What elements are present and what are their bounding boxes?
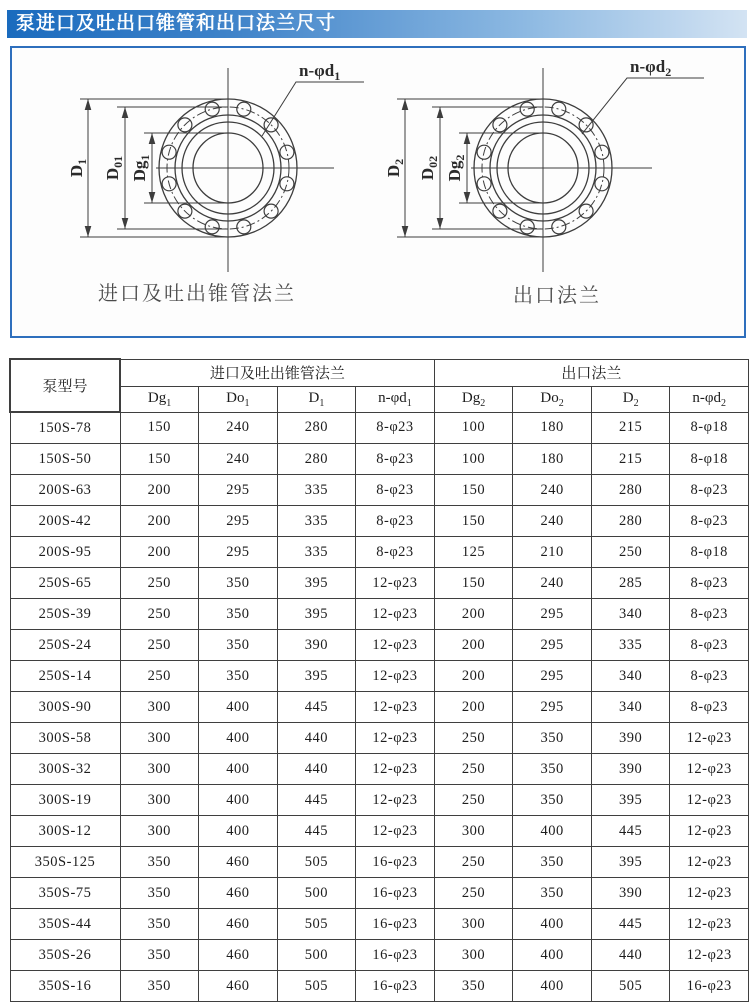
dimension-cell: 350	[513, 878, 592, 909]
table-row	[10, 785, 749, 816]
column-header-n-d2: $n-\varphi d_2$	[670, 386, 749, 412]
dimension-cell: 150	[120, 444, 199, 475]
dimension-cell: 390	[591, 754, 670, 785]
dimension-cell: 335	[277, 506, 356, 537]
dimension-cell: 340	[591, 692, 670, 723]
dimension-cell: 350	[434, 971, 513, 1002]
page-title	[7, 10, 747, 38]
dimension-cell: 180	[513, 412, 592, 444]
bolt-count-label-left: $n-\varphi d_1$	[299, 61, 341, 83]
dimension-cell: 460	[199, 847, 278, 878]
dimension-cell: 12-φ23	[670, 909, 749, 940]
pump-model-cell: 350S-75	[10, 878, 120, 909]
bolt-hole	[595, 177, 609, 191]
dimension-cell: 12-φ23	[356, 754, 435, 785]
dimension-cell: 250	[120, 630, 199, 661]
dimension-cell: 460	[199, 940, 278, 971]
dimension-cell: 505	[277, 847, 356, 878]
dimension-cell: 350	[199, 661, 278, 692]
dimension-cell: 8-φ23	[356, 412, 435, 444]
dimension-cell: 240	[513, 506, 592, 537]
dimension-cell: 440	[591, 940, 670, 971]
dimension-cell: 250	[120, 661, 199, 692]
dimension-cell: 285	[591, 568, 670, 599]
dimension-cell: 395	[591, 847, 670, 878]
dimension-cell: 200	[434, 692, 513, 723]
dimension-cell: 16-φ23	[356, 909, 435, 940]
dimension-cell: 200	[434, 599, 513, 630]
dimension-cell: 300	[434, 940, 513, 971]
dimension-cell: 12-φ23	[356, 630, 435, 661]
dimension-cell: 250	[591, 537, 670, 568]
dimension-cell: 350	[513, 754, 592, 785]
dimension-cell: 8-φ23	[356, 537, 435, 568]
dimension-cell: 8-φ18	[670, 444, 749, 475]
dimension-cell: 200	[120, 475, 199, 506]
dimension-cell: 350	[513, 785, 592, 816]
dimension-cell: 340	[591, 599, 670, 630]
dimension-cell: 350	[513, 847, 592, 878]
pump-model-cell: 250S-39	[10, 599, 120, 630]
dimension-cell: 445	[591, 909, 670, 940]
pump-model-cell: 300S-58	[10, 723, 120, 754]
dimension-cell: 125	[434, 537, 513, 568]
bolt-hole	[280, 177, 294, 191]
dimension-cell: 12-φ23	[356, 692, 435, 723]
dimension-cell: 295	[513, 661, 592, 692]
table-row	[10, 537, 749, 568]
bolt-hole	[237, 220, 251, 234]
table-row	[10, 630, 749, 661]
bolt-hole	[205, 220, 219, 234]
table-row	[10, 412, 749, 444]
pump-model-cell: 250S-14	[10, 661, 120, 692]
pump-model-cell: 200S-63	[10, 475, 120, 506]
dim-label-D2: $D_2$	[384, 158, 406, 178]
dimension-cell: 280	[591, 475, 670, 506]
pump-model-cell: 300S-32	[10, 754, 120, 785]
bolt-hole	[579, 118, 593, 132]
dimension-cell: 12-φ23	[670, 847, 749, 878]
dimension-cell: 440	[277, 723, 356, 754]
dimension-cell: 16-φ23	[670, 971, 749, 1002]
dimension-cell: 180	[513, 444, 592, 475]
pump-model-cell: 300S-90	[10, 692, 120, 723]
dimension-cell: 16-φ23	[356, 940, 435, 971]
dimension-cell: 440	[277, 754, 356, 785]
dimension-cell: 295	[513, 692, 592, 723]
pump-model-cell: 200S-42	[10, 506, 120, 537]
bolt-hole	[280, 145, 294, 159]
table-row	[10, 661, 749, 692]
dimension-cell: 100	[434, 444, 513, 475]
dimension-cell: 350	[120, 878, 199, 909]
dimension-cell: 250	[434, 847, 513, 878]
dimension-cell: 215	[591, 412, 670, 444]
column-header-Dg2: $Dg_2$	[434, 386, 513, 412]
dimension-cell: 400	[199, 785, 278, 816]
table-row	[10, 599, 749, 630]
dimension-cell: 395	[277, 661, 356, 692]
bolt-count-label-right: $n-\varphi d_2$	[630, 57, 672, 79]
dimension-cell: 390	[591, 878, 670, 909]
dimension-cell: 335	[591, 630, 670, 661]
dimension-cell: 250	[434, 785, 513, 816]
dimension-cell: 280	[277, 412, 356, 444]
table-row	[10, 878, 749, 909]
dimension-cell: 445	[591, 816, 670, 847]
dimension-cell: 390	[591, 723, 670, 754]
table-row	[10, 847, 749, 878]
dimension-cell: 8-φ23	[670, 506, 749, 537]
dimension-cell: 295	[199, 506, 278, 537]
dimension-cell: 400	[199, 754, 278, 785]
dimension-cell: 400	[513, 971, 592, 1002]
dimension-cell: 300	[120, 785, 199, 816]
dimension-cell: 445	[277, 692, 356, 723]
dimension-cell: 300	[120, 723, 199, 754]
pump-model-cell: 150S-78	[10, 412, 120, 444]
dimension-cell: 8-φ18	[670, 412, 749, 444]
bolt-hole	[205, 102, 219, 116]
table-row	[10, 816, 749, 847]
bolt-hole	[552, 102, 566, 116]
dimension-cell: 150	[434, 568, 513, 599]
flange-diagram-box	[10, 46, 746, 338]
dimension-cell: 400	[513, 909, 592, 940]
dimension-cell: 100	[434, 412, 513, 444]
dim-label-D02: $D_{02}$	[418, 155, 440, 181]
column-header-n-d1: $n-\varphi d_1$	[356, 386, 435, 412]
pump-model-cell: 300S-12	[10, 816, 120, 847]
dimension-cell: 280	[277, 444, 356, 475]
dimension-cell: 300	[120, 816, 199, 847]
dimension-cell: 395	[591, 785, 670, 816]
dimension-cell: 150	[434, 475, 513, 506]
dimension-cell: 250	[434, 723, 513, 754]
table-row	[10, 971, 749, 1002]
dimension-cell: 8-φ23	[670, 661, 749, 692]
dim-label-Dg1: $Dg_1$	[130, 154, 152, 182]
table-row	[10, 754, 749, 785]
dim-label-D1: $D_1$	[67, 158, 89, 178]
dimension-cell: 350	[199, 568, 278, 599]
dimension-cell: 350	[120, 909, 199, 940]
dimension-cell: 12-φ23	[670, 723, 749, 754]
dimension-cell: 300	[434, 816, 513, 847]
dimension-cell: 300	[120, 692, 199, 723]
dimension-cell: 8-φ23	[356, 444, 435, 475]
dimension-cell: 8-φ23	[670, 568, 749, 599]
dimension-cell: 500	[277, 878, 356, 909]
dimension-cell: 460	[199, 909, 278, 940]
pump-model-cell: 350S-125	[10, 847, 120, 878]
table-row	[10, 940, 749, 971]
dimension-cell: 240	[199, 444, 278, 475]
dimension-cell: 250	[120, 599, 199, 630]
flange-drawing-right	[384, 57, 704, 307]
dimension-cell: 300	[120, 754, 199, 785]
pump-model-cell: 250S-24	[10, 630, 120, 661]
dimension-cell: 12-φ23	[356, 568, 435, 599]
flange-drawing	[12, 48, 744, 336]
dimension-cell: 12-φ23	[356, 661, 435, 692]
column-header-pump-model: 泵型号	[10, 359, 120, 412]
flange-drawing-left	[67, 61, 364, 305]
dimension-cell: 400	[513, 940, 592, 971]
dimension-cell: 215	[591, 444, 670, 475]
table-row	[10, 568, 749, 599]
dimension-cell: 400	[199, 692, 278, 723]
dimension-cell: 12-φ23	[670, 940, 749, 971]
pump-model-cell: 350S-44	[10, 909, 120, 940]
dimension-cell: 460	[199, 878, 278, 909]
dimension-cell: 335	[277, 537, 356, 568]
dimension-cell: 295	[513, 630, 592, 661]
dimension-cell: 395	[277, 568, 356, 599]
dimension-cell: 250	[120, 568, 199, 599]
dimension-cell: 295	[199, 475, 278, 506]
dimension-cell: 295	[199, 537, 278, 568]
dimension-cell: 12-φ23	[670, 878, 749, 909]
pump-model-cell: 200S-95	[10, 537, 120, 568]
dimension-cell: 200	[120, 506, 199, 537]
pump-model-cell: 150S-50	[10, 444, 120, 475]
dimension-cell: 445	[277, 785, 356, 816]
column-header-D2: $D_2$	[591, 386, 670, 412]
dimension-cell: 300	[434, 909, 513, 940]
dimension-cell: 8-φ23	[356, 475, 435, 506]
dimension-cell: 8-φ23	[670, 692, 749, 723]
table-row	[10, 444, 749, 475]
dimension-cell: 505	[277, 971, 356, 1002]
bolt-hole	[595, 145, 609, 159]
dimension-cell: 395	[277, 599, 356, 630]
dimension-cell: 200	[434, 630, 513, 661]
dimension-cell: 8-φ18	[670, 537, 749, 568]
left-flange-caption: 进口及吐出锥管法兰	[98, 283, 296, 305]
dimension-cell: 340	[591, 661, 670, 692]
pump-model-cell: 350S-26	[10, 940, 120, 971]
dimension-cell: 12-φ23	[356, 816, 435, 847]
flange-dimensions-table	[9, 358, 749, 1002]
table-row	[10, 692, 749, 723]
bolt-hole	[520, 102, 534, 116]
dimension-cell: 350	[120, 940, 199, 971]
dimension-cell: 445	[277, 816, 356, 847]
table-row	[10, 909, 749, 940]
dimension-cell: 240	[513, 475, 592, 506]
dimension-cell: 8-φ23	[670, 599, 749, 630]
dimension-cell: 460	[199, 971, 278, 1002]
dimension-cell: 500	[277, 940, 356, 971]
dimension-cell: 12-φ23	[670, 785, 749, 816]
dimension-cell: 200	[434, 661, 513, 692]
dimension-cell: 8-φ23	[356, 506, 435, 537]
dimension-cell: 505	[591, 971, 670, 1002]
dimension-cell: 350	[120, 847, 199, 878]
table-body	[10, 412, 749, 1002]
dimension-cell: 12-φ23	[670, 754, 749, 785]
bolt-hole	[237, 102, 251, 116]
dimension-cell: 12-φ23	[356, 785, 435, 816]
dimension-cell: 240	[513, 568, 592, 599]
dimension-cell: 150	[434, 506, 513, 537]
dimension-cell: 250	[434, 878, 513, 909]
dimension-cell: 295	[513, 599, 592, 630]
dimension-cell: 400	[199, 816, 278, 847]
dimension-cell: 505	[277, 909, 356, 940]
dimension-cell: 400	[199, 723, 278, 754]
table-row	[10, 723, 749, 754]
dimension-cell: 16-φ23	[356, 971, 435, 1002]
dimension-cell: 12-φ23	[356, 599, 435, 630]
dimension-cell: 12-φ23	[356, 723, 435, 754]
dimension-cell: 16-φ23	[356, 878, 435, 909]
dimension-cell: 8-φ23	[670, 630, 749, 661]
column-header-D1: $D_1$	[277, 386, 356, 412]
dimension-cell: 400	[513, 816, 592, 847]
dimension-cell: 210	[513, 537, 592, 568]
pump-model-cell: 250S-65	[10, 568, 120, 599]
dimension-cell: 280	[591, 506, 670, 537]
dimension-cell: 200	[120, 537, 199, 568]
group-header-inlet-flange: 进口及吐出锥管法兰	[120, 359, 434, 386]
dim-label-D01: $D_{01}$	[103, 155, 125, 181]
bolt-hole	[552, 220, 566, 234]
group-header-outlet-flange: 出口法兰	[434, 359, 748, 386]
right-flange-caption: 出口法兰	[513, 285, 601, 307]
table-row	[10, 506, 749, 537]
dimension-cell: 350	[199, 630, 278, 661]
dimension-cell: 16-φ23	[356, 847, 435, 878]
dimension-cell: 250	[434, 754, 513, 785]
pump-model-cell: 350S-16	[10, 971, 120, 1002]
column-header-Do2: $Do_2$	[513, 386, 592, 412]
page-title-text: 泵进口及吐出口锥管和出口法兰尺寸	[16, 13, 337, 34]
dimension-cell: 12-φ23	[670, 816, 749, 847]
dimension-cell: 350	[199, 599, 278, 630]
pump-model-cell: 300S-19	[10, 785, 120, 816]
dimension-cell: 350	[120, 971, 199, 1002]
dimension-cell: 350	[513, 723, 592, 754]
bolt-hole	[520, 220, 534, 234]
dim-label-Dg2: $Dg_2$	[445, 154, 467, 182]
column-header-Dg1: $Dg_1$	[120, 386, 199, 412]
table-row	[10, 475, 749, 506]
dimension-cell: 390	[277, 630, 356, 661]
dimension-cell: 150	[120, 412, 199, 444]
dimension-cell: 240	[199, 412, 278, 444]
dimension-cell: 8-φ23	[670, 475, 749, 506]
dimension-cell: 335	[277, 475, 356, 506]
column-header-Do1: $Do_1$	[199, 386, 278, 412]
